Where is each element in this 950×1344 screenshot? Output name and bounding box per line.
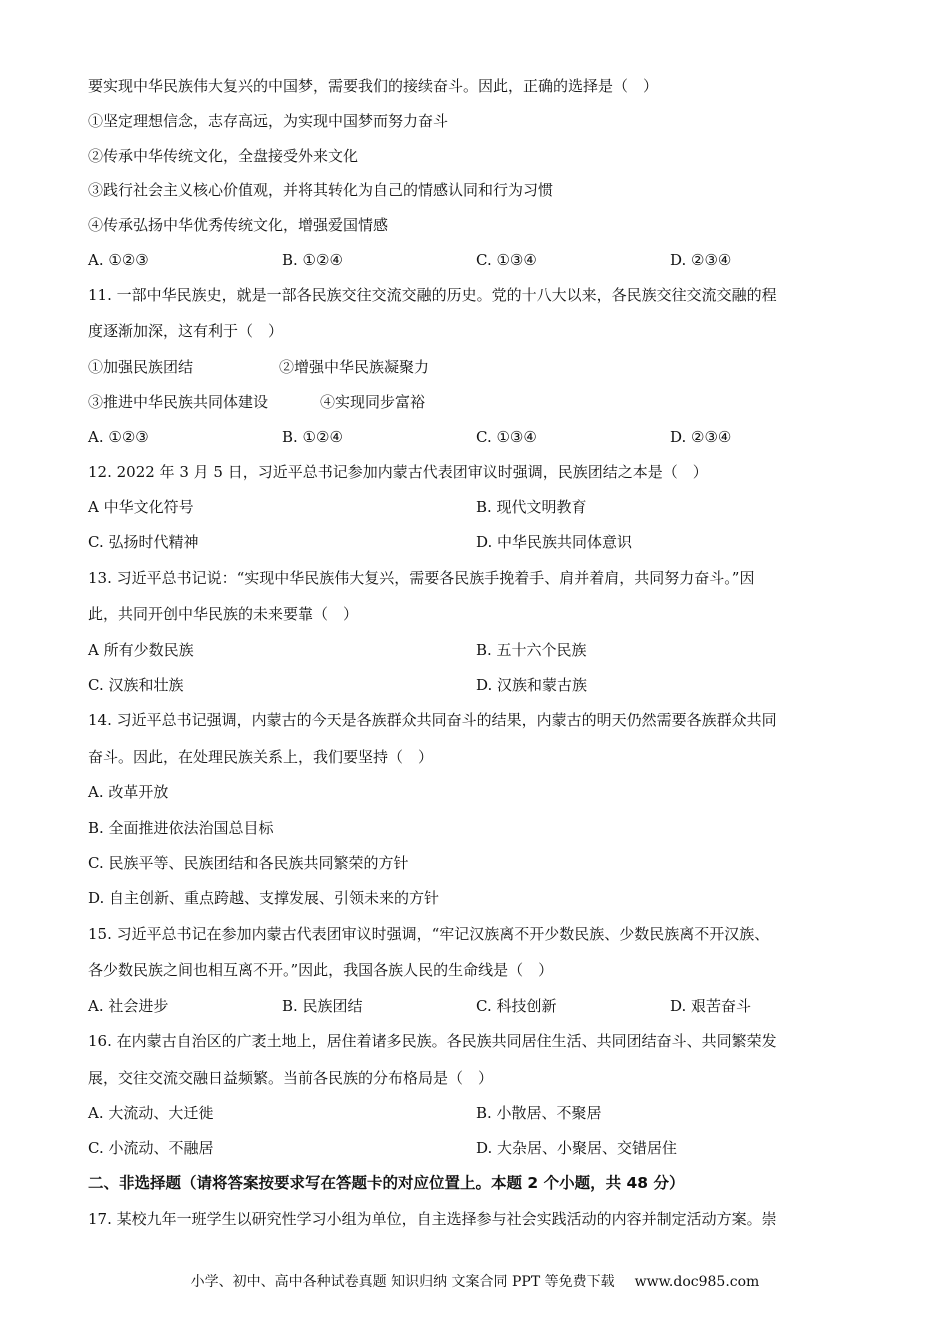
- q15-option-a: A. 社会进步: [88, 997, 169, 1015]
- q11-option-b: B. ①②④: [282, 428, 343, 446]
- q11-stem-line-1: 11. 一部中华民族史，就是一部各民族交往交流交融的历史。党的十八大以来，各民族交往交流交融的程: [88, 286, 777, 304]
- q16-option-b: B. 小散居、不聚居: [476, 1104, 602, 1122]
- q16-option-d: D. 大杂居、小聚居、交错居住: [476, 1139, 678, 1157]
- q12-option-b: B. 现代文明教育: [476, 498, 587, 516]
- q15-option-d: D. 艰苦奋斗: [670, 997, 752, 1015]
- q12-stem: 12. 2022 年 3 月 5 日，习近平总书记参加内蒙古代表团审议时强调，民族团结之本是（ ）: [88, 463, 708, 481]
- q13-option-d: D. 汉族和蒙古族: [476, 676, 588, 694]
- footer-text: 小学、初中、高中各种试卷真题 知识归纳 文案合同 PPT 等免费下载: [190, 1274, 615, 1290]
- q14-stem-line-2: 奋斗。因此，在处理民族关系上，我们要坚持（ ）: [88, 748, 434, 766]
- q13-stem-line-1: 13. 习近平总书记说：“实现中华民族伟大复兴，需要各民族手挽着手、肩并着肩，共同努力奋斗。”因: [88, 569, 755, 587]
- q11-statement-1: ①加强民族团结: [88, 358, 194, 376]
- q11-option-c: C. ①③④: [476, 428, 537, 446]
- q13-stem-line-2: 此，共同开创中华民族的未来要靠（ ）: [88, 605, 359, 623]
- q10-option-a: A. ①②③: [88, 251, 149, 269]
- q14-stem-line-1: 14. 习近平总书记强调，内蒙古的今天是各族群众共同奋斗的结果，内蒙古的明天仍然需要各族群众共同: [88, 711, 777, 729]
- q11-statement-3: ③推进中华民族共同体建设: [88, 393, 269, 411]
- q11-option-d: D. ②③④: [670, 428, 732, 446]
- q10-stem: 要实现中华民族伟大复兴的中国梦，需要我们的接续奋斗。因此，正确的选择是（ ）: [88, 77, 659, 95]
- q15-stem-line-1: 15. 习近平总书记在参加内蒙古代表团审议时强调，“牢记汉族离不开少数民族、少数民族离不开汉族、: [88, 925, 770, 943]
- q13-option-a: A 所有少数民族: [88, 641, 194, 659]
- q14-option-c: C. 民族平等、民族团结和各民族共同繁荣的方针: [88, 854, 409, 872]
- q13-option-c: C. 汉族和壮族: [88, 676, 184, 694]
- q12-option-a: A 中华文化符号: [88, 498, 194, 516]
- q13-option-b: B. 五十六个民族: [476, 641, 587, 659]
- footer-url[interactable]: www.doc985.com: [634, 1274, 760, 1290]
- q10-option-d: D. ②③④: [670, 251, 732, 269]
- q16-option-a: A. 大流动、大迁徙: [88, 1104, 214, 1122]
- page-footer: [0, 1271, 950, 1291]
- q12-option-d: D. 中华民族共同体意识: [476, 533, 633, 551]
- q12-option-c: C. 弘扬时代精神: [88, 533, 199, 551]
- q10-statement-2: ②传承中华传统文化，全盘接受外来文化: [88, 147, 359, 165]
- q10-statement-1: ①坚定理想信念，志存高远，为实现中国梦而努力奋斗: [88, 112, 449, 130]
- q15-option-b: B. 民族团结: [282, 997, 363, 1015]
- q16-stem-line-1: 16. 在内蒙古自治区的广袤土地上，居住着诸多民族。各民族共同居住生活、共同团结奋斗、共同繁荣发: [88, 1032, 777, 1050]
- q10-statement-4: ④传承弘扬中华优秀传统文化，增强爱国情感: [88, 216, 389, 234]
- q15-stem-line-2: 各少数民族之间也相互离不开。”因此，我国各族人民的生命线是（ ）: [88, 961, 554, 979]
- q14-option-d: D. 自主创新、重点跨越、支撑发展、引领未来的方针: [88, 889, 440, 907]
- q11-option-a: A. ①②③: [88, 428, 149, 446]
- q17-stem-line-1: 17. 某校九年一班学生以研究性学习小组为单位，自主选择参与社会实践活动的内容并制定活动方案。崇: [88, 1210, 777, 1228]
- q10-option-c: C. ①③④: [476, 251, 537, 269]
- q11-statement-2: ②增强中华民族凝聚力: [279, 358, 430, 376]
- q14-option-b: B. 全面推进依法治国总目标: [88, 819, 274, 837]
- q10-option-b: B. ①②④: [282, 251, 343, 269]
- q16-stem-line-2: 展，交往交流交融日益频繁。当前各民族的分布格局是（ ）: [88, 1069, 494, 1087]
- section-heading: 二、非选择题（请将答案按要求写在答题卡的对应位置上。本题 2 个小题，共 48 分）: [88, 1174, 685, 1192]
- q15-option-c: C. 科技创新: [476, 997, 557, 1015]
- q16-option-c: C. 小流动、不融居: [88, 1139, 214, 1157]
- q11-stem-line-2: 度逐渐加深，这有利于（ ）: [88, 322, 284, 340]
- q10-statement-3: ③践行社会主义核心价值观，并将其转化为自己的情感认同和行为习惯: [88, 181, 554, 199]
- q11-statement-4: ④实现同步富裕: [320, 393, 426, 411]
- q14-option-a: A. 改革开放: [88, 783, 169, 801]
